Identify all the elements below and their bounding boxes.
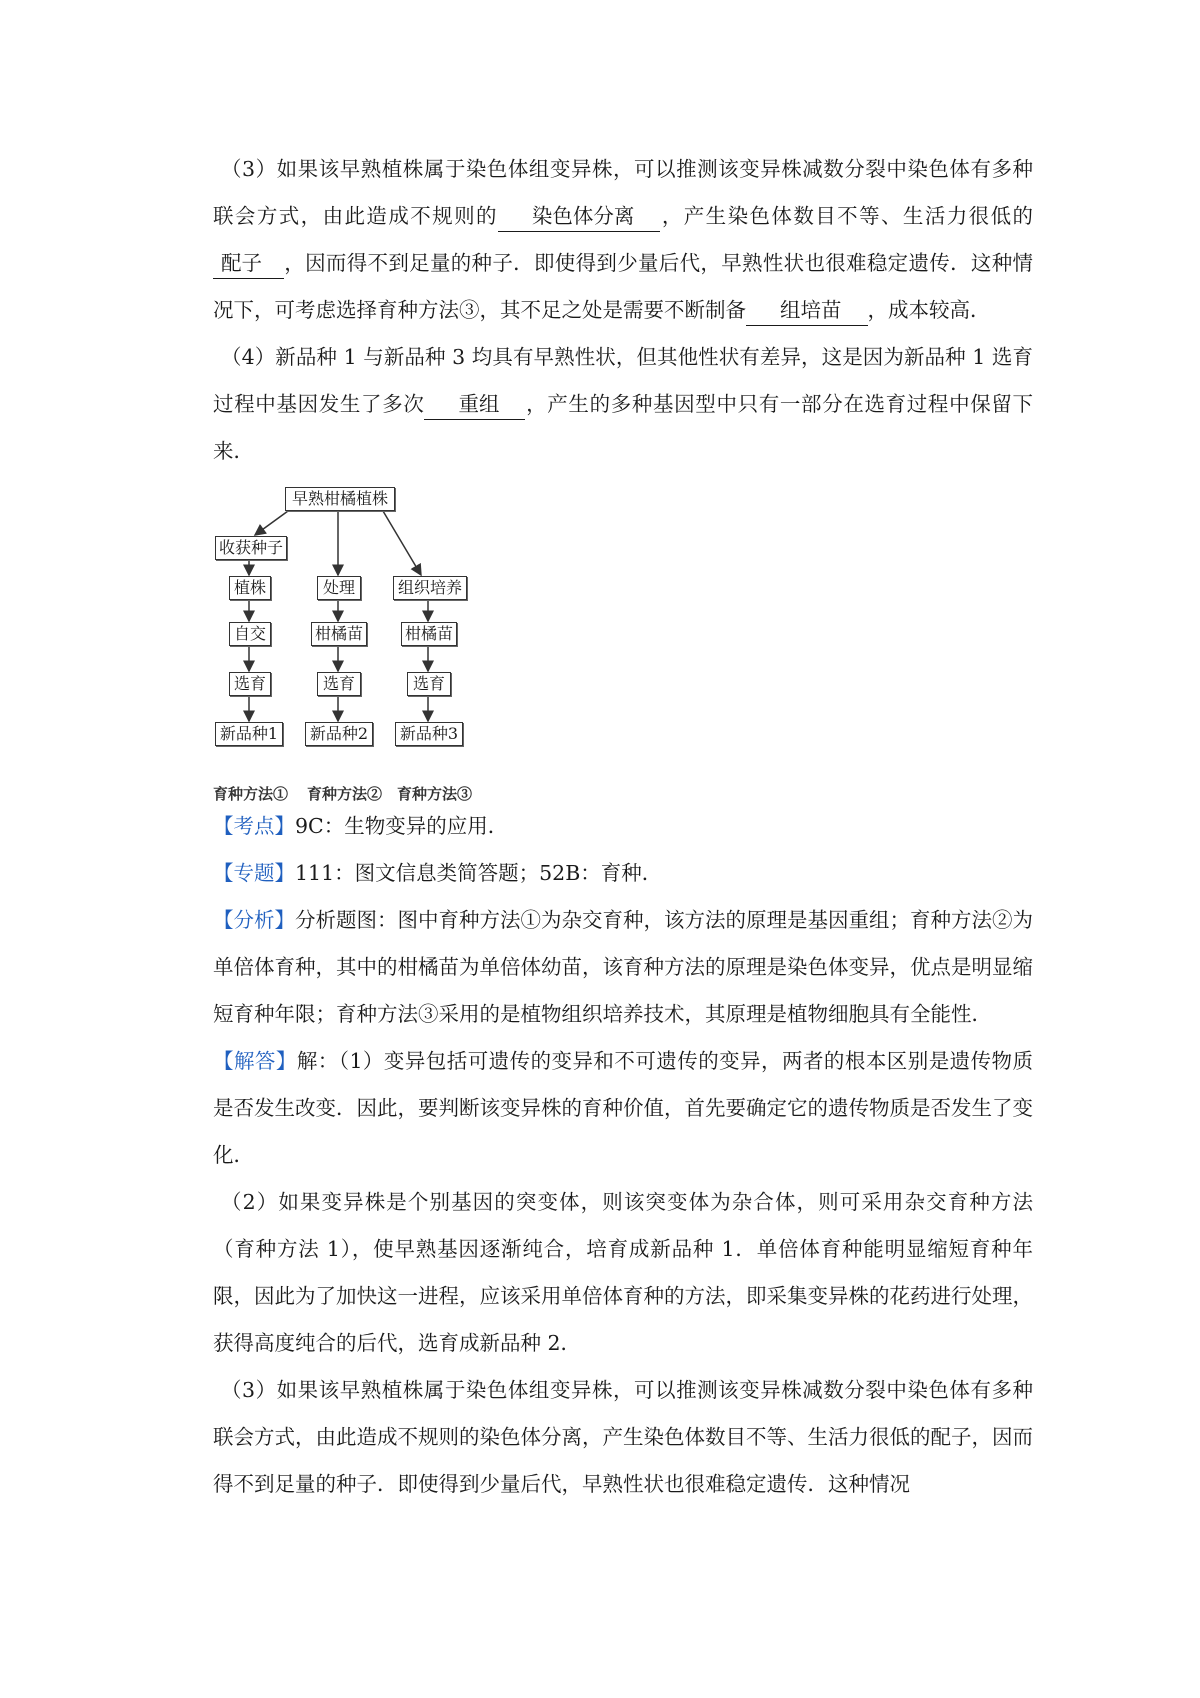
method-label-2: 育种方法② xyxy=(307,785,383,803)
jieda-text: 解：（1）变异包括可遗传的变异和不可遗传的变异，两者的根本区别是遗传物质是否发生改变．因此，要判断该变异株的育种价值，首先要确定它的遗传物质是否发生了变化． xyxy=(213,1049,1034,1167)
part3-text-c: ，因而得不到足量的种子．即使得到少量后代，早熟性状也很难稳定遗传．这种情况下，可考虑选择育种方法③，其不足之处是需要不断制备 xyxy=(213,251,1033,322)
breeding-flowchart xyxy=(213,483,513,803)
flow-col3-step2: 柑橘苗 xyxy=(401,622,457,646)
flow-col2-step2: 柑橘苗 xyxy=(311,622,367,646)
paragraph-part3 xyxy=(213,146,1033,334)
paragraph-answer-2: （2）如果变异株是个别基因的突变体，则该突变体为杂合体，则可采用杂交育种方法（育种方法 1），使早熟基因逐渐纯合，培育成新品种 1．单倍体育种能明显缩短育种年限，因此为了加快这一进程，应该采用单倍体育种的方法，即采集变异株的花药进行处理，获得高度纯合的后代，选育成新品种 2． xyxy=(213,1190,1033,1355)
flow-root-box: 早熟柑橘植株 xyxy=(285,487,395,511)
part4-text-a: （4）新品种 1 与新品种 3 均具有早熟性状，但其他性状有差异，这是因为新品种 1 选育过程中基因发生了多次 xyxy=(213,345,1033,416)
paragraph-fenxi xyxy=(213,897,1033,1038)
paragraph-answer-3: （3）如果该早熟植株属于染色体组变异株，可以推测该变异株减数分裂中染色体有多种联会方式，由此造成不规则的染色体分离，产生染色体数目不等、生活力很低的配子，因而得不到足量的种子．即使得到少量后代，早熟性状也很难稳定遗传．这种情况 xyxy=(213,1378,1033,1496)
paragraph-zhuanti xyxy=(213,850,1033,897)
answer-blank-3: 组培苗 xyxy=(746,295,868,326)
tag-zhuanti: 【专题】 xyxy=(213,861,295,885)
paragraph-part4 xyxy=(213,334,1033,475)
flow-col3-step4: 新品种3 xyxy=(395,722,463,746)
part3-text-a: （3）如果该早熟植株属于染色体组变异株，可以推测该变异株减数分裂中染色体有多种联会方式，由此造成不规则的 xyxy=(213,157,1033,228)
fenxi-text: 分析题图：图中育种方法①为杂交育种，该方法的原理是基因重组；育种方法②为单倍体育种，其中的柑橘苗为单倍体幼苗，该育种方法的原理是染色体变异，优点是明显缩短育种年限；育种方法③采用的是植物组织培养技术，其原理是植物细胞具有全能性． xyxy=(213,908,1033,1026)
flow-col2-step3: 选育 xyxy=(317,672,361,696)
method-label-3: 育种方法③ xyxy=(397,785,473,803)
flow-col2-step1: 处理 xyxy=(317,576,361,600)
part3-text-d: ，成本较高． xyxy=(867,298,991,322)
flow-col1-step3: 自交 xyxy=(229,622,271,646)
paragraph-jieda xyxy=(213,1038,1033,1179)
flow-col3-step3: 选育 xyxy=(407,672,451,696)
part3-text-b: ，产生染色体数目不等、生活力很低的 xyxy=(660,204,1034,228)
tag-jieda: 【解答】 xyxy=(213,1049,297,1073)
part4-text-b: ，产生的多种基因型中只有一部分在选育过程中保留下来． xyxy=(213,392,1034,463)
answer-blank-1: 染色体分离 xyxy=(498,201,661,232)
answer-blank-2: 配子 xyxy=(213,248,284,279)
kaodian-text: 9C：生物变异的应用． xyxy=(295,814,509,838)
flow-col1-step4: 选育 xyxy=(229,672,271,696)
zhuanti-text: 111：图文信息类简答题；52B：育种． xyxy=(295,861,663,885)
flow-col3-step1: 组织培养 xyxy=(393,576,467,600)
answer-blank-4: 重组 xyxy=(424,389,525,420)
method-label-1: 育种方法① xyxy=(213,785,289,803)
flow-col1-step2: 植株 xyxy=(229,576,271,600)
document-content xyxy=(213,146,1033,1508)
tag-kaodian: 【考点】 xyxy=(213,814,295,838)
flow-col2-step4: 新品种2 xyxy=(305,722,373,746)
flow-col1-step5: 新品种1 xyxy=(215,722,283,746)
flow-col1-step1: 收获种子 xyxy=(215,536,287,560)
tag-fenxi: 【分析】 xyxy=(213,908,295,932)
